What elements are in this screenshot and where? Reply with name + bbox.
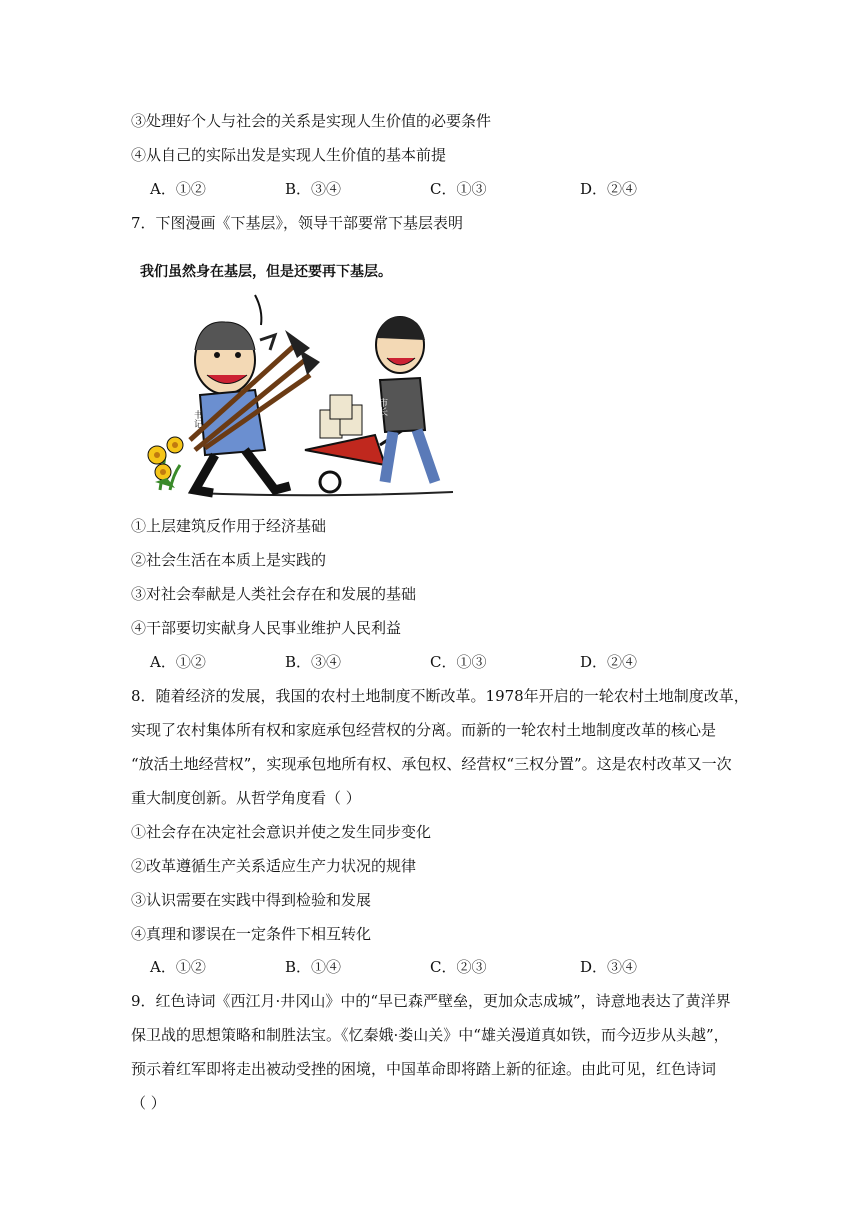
q8-item-1: ①社会存在决定社会意识并使之发生同步变化 (131, 823, 432, 841)
cartoon-image (135, 250, 460, 500)
q6-options (150, 179, 710, 199)
q7-option-d: D．②④ (580, 653, 638, 671)
q7-stem: 7．下图漫画《下基层》，领导干部要常下基层表明 (131, 214, 464, 232)
q8-stem-line-3: “放活土地经营权”，实现承包地所有权、承包权、经营权“三权分置”。这是农村改革又一次 (131, 755, 732, 773)
q7-option-c: C．①③ (430, 653, 487, 671)
q8-option-a: A．①② (150, 958, 206, 976)
q8-stem-line-1: 8．随着经济的发展，我国的农村土地制度不断改革。1978年开启的一轮农村土地制度改革， (131, 687, 749, 705)
q8-option-c: C．②③ (430, 958, 487, 976)
q7-item-2: ②社会生活在本质上是实践的 (131, 551, 327, 569)
q7-item-1: ①上层建筑反作用于经济基础 (131, 517, 327, 535)
q7-option-a: A．①② (150, 653, 206, 671)
q8-option-d: D．③④ (580, 958, 638, 976)
q9-stem-line-1: 9．红色诗词《西江月·井冈山》中的“早已森严壁垒，更加众志成城”，诗意地表达了黄洋界 (131, 992, 731, 1010)
q6-option-a: A．①② (150, 180, 206, 198)
q8-item-3: ③认识需要在实践中得到检验和发展 (131, 891, 372, 909)
mayor-figure (376, 317, 435, 482)
secretary-label: 书记 (192, 410, 202, 428)
cartoon-speech: 我们虽然身在基层，但是还要再下基层。 (140, 264, 392, 280)
q6-item-4: ④从自己的实际出发是实现人生价值的基本前提 (131, 146, 447, 164)
q6-option-c: C．①③ (430, 180, 487, 198)
q8-item-2: ②改革遵循生产关系适应生产力状况的规律 (131, 857, 417, 875)
q6-option-d: D．②④ (580, 180, 638, 198)
q6-item-3: ③处理好个人与社会的关系是实现人生价值的必要条件 (131, 112, 492, 130)
flower-icon (148, 437, 183, 490)
secretary-figure (192, 322, 290, 493)
q8-option-b: B．①④ (285, 958, 342, 976)
mayor-label: 市长 (377, 398, 387, 416)
q9-stem-line-4: （ ） (131, 1094, 166, 1112)
q7-item-4: ④干部要切实献身人民事业维护人民利益 (131, 619, 402, 637)
q9-stem-line-3: 预示着红军即将走出被动受挫的困境，中国革命即将踏上新的征途。由此可见，红色诗词 (131, 1060, 717, 1078)
speech-tail (255, 295, 261, 325)
q7-option-b: B．③④ (285, 653, 342, 671)
q7-item-3: ③对社会奉献是人类社会存在和发展的基础 (131, 585, 417, 603)
ground-line (195, 492, 453, 495)
q8-stem-line-4: 重大制度创新。从哲学角度看（ ） (131, 789, 361, 807)
q9-stem-line-2: 保卫战的思想策略和制胜法宝。《忆秦娥·娄山关》中“雄关漫道真如铁，而今迈步从头越”， (131, 1026, 729, 1044)
q8-stem-line-2: 实现了农村集体所有权和家庭承包经营权的分离。而新的一轮农村土地制度改革的核心是 (131, 721, 717, 739)
q6-option-b: B．③④ (285, 180, 342, 198)
q8-options (150, 957, 710, 977)
q7-options (150, 652, 710, 672)
q8-item-4: ④真理和谬误在一定条件下相互转化 (131, 925, 372, 943)
